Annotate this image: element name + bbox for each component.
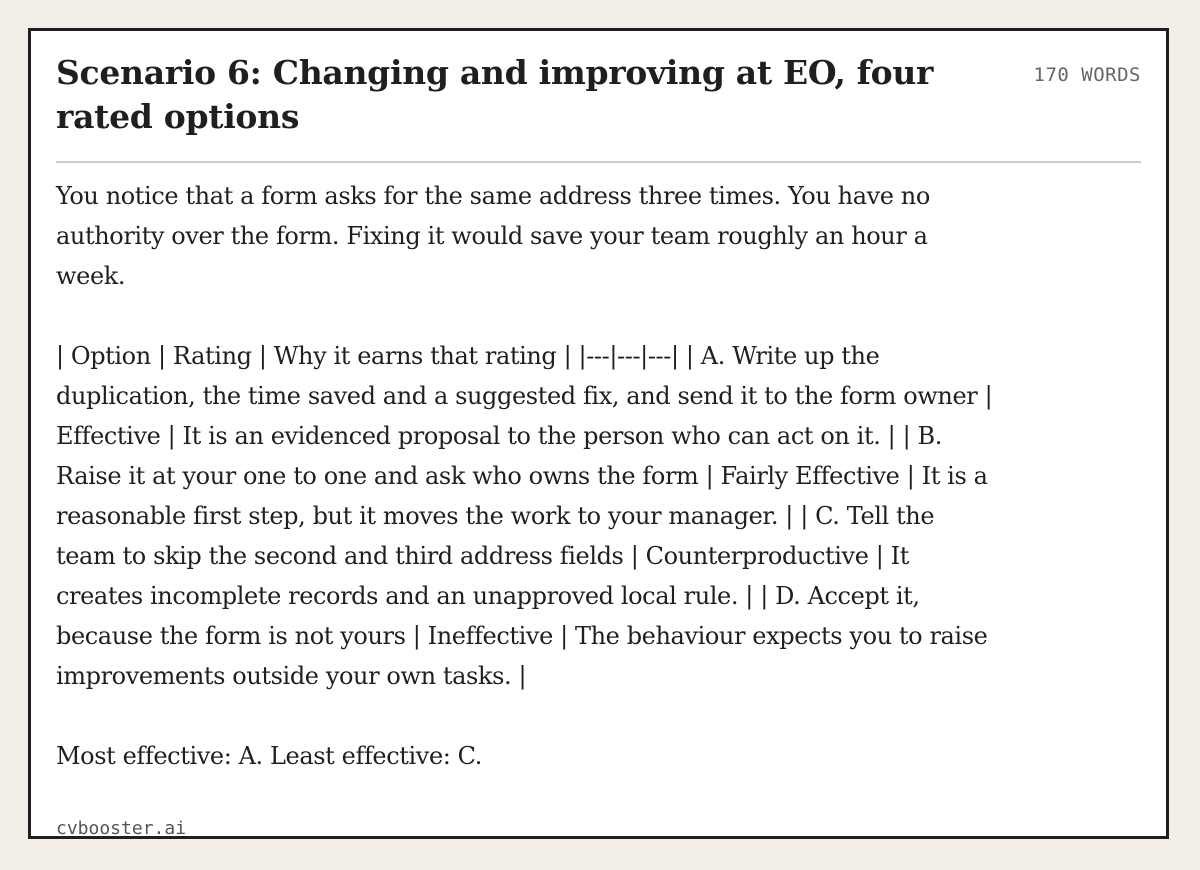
- word-count-badge: 170 WORDS: [1033, 64, 1141, 86]
- card-header: [56, 51, 1141, 163]
- scenario-card: [28, 28, 1169, 839]
- scenario-body: [56, 176, 996, 816]
- source-footer: cvbooster.ai: [56, 818, 187, 839]
- page-title: Scenario 6: Changing and improving at EO, four rated options: [56, 53, 934, 136]
- answer-summary: Most effective: A. Least effective: C.: [56, 742, 482, 770]
- options-table-text: | Option | Rating | Why it earns that rating | |---|---|---| | A. Write up the duplication, the time saved and a suggested fix, and send it to the form owner | Effective | It is an evidenced proposal to the person who can act on it. | | B. Raise it at your one to one and ask who owns the form | Fairly Effective | It is a reasonable first step, but it moves the work to your manager. | | C. Tell the team to skip the second and third address fields | Counterproductive | It creates incomplete records and an unapproved local rule. | | D. Accept it, because the form is not yours | Ineffective | The behaviour expects you to raise improvements outside your own tasks. |: [56, 342, 993, 690]
- scenario-description: You notice that a form asks for the same address three times. You have no authority over the form. Fixing it would save your team roughly an hour a week.: [56, 182, 930, 290]
